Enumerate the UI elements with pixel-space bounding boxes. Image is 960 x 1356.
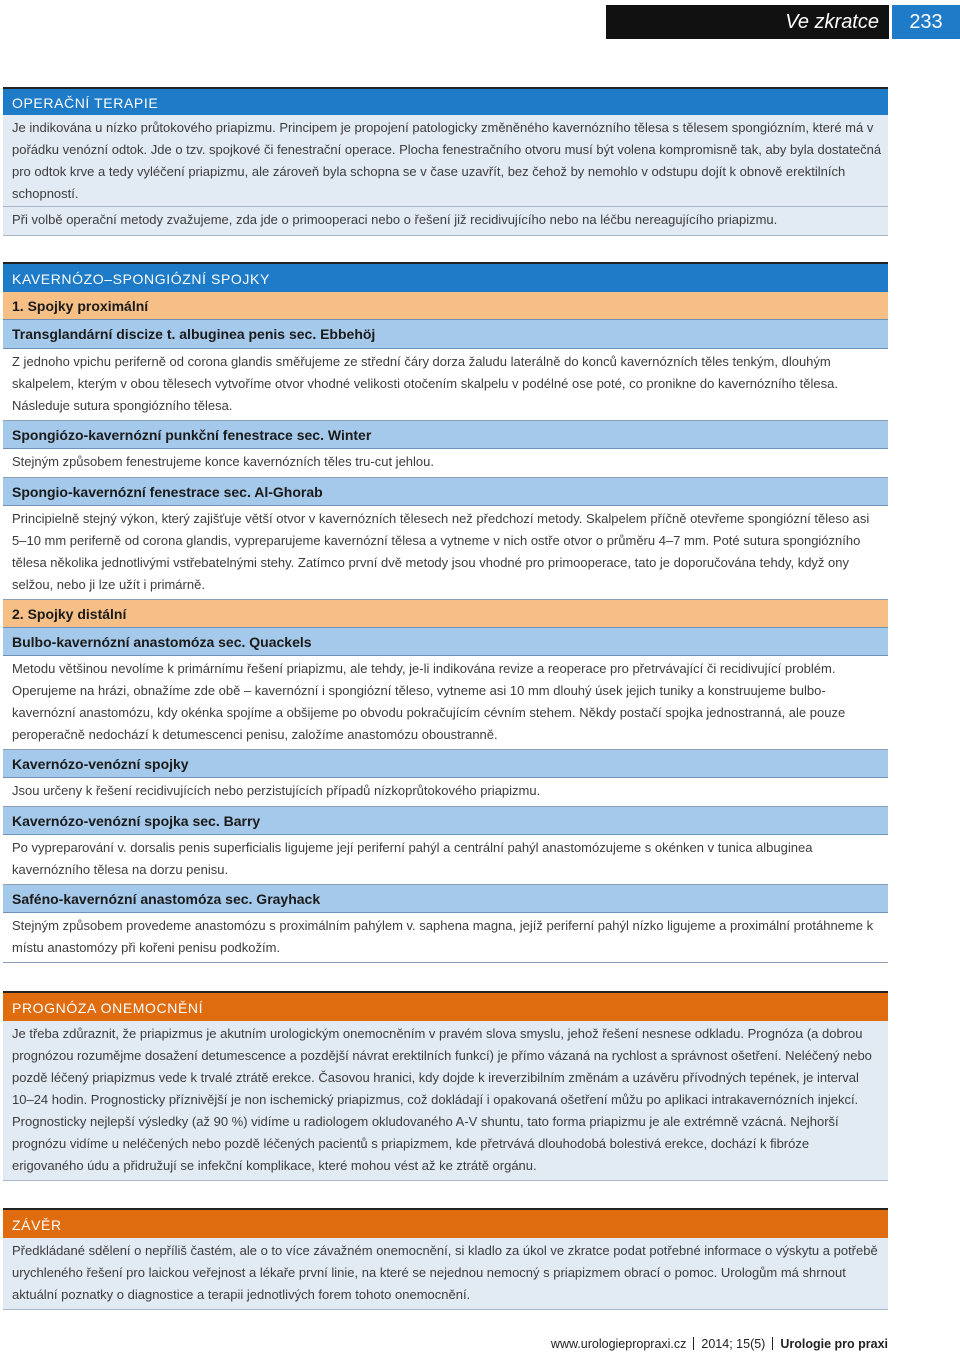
method-title: Spongiózo-kavernózní punkční fenestrace sec. Winter bbox=[3, 421, 888, 449]
section-prognoza bbox=[3, 991, 888, 1181]
method-text: Principielně stejný výkon, který zajišťuje větší otvor v kavernózních tělesech než předchozí metody. Skalpelem příčně otevřeme spongiózní těleso asi 5–10 mm periferně od corona glandis, vypreparujeme kavernózní tělesa a vytneme v nich ostře otvor o průměru 4–7 mm. Poté sutura spongiózního tělesa několika jednotlivými vstřebatelnými stehy. Zatímco první dvě metody jsou vhodné pro primooperace, tato je doporučována tehdy, když ony selžou, nebo ji lze užít i primárně. bbox=[3, 506, 888, 600]
section-title: PROGNÓZA ONEMOCNĚNÍ bbox=[3, 991, 888, 1021]
method-text: Z jednoho vpichu periferně od corona glandis směřujeme ze střední čáry dorza žaludu laterálně do konců kavernózních těles tenkým, dlouhým skalpelem, kterým v obou tělesech vytvoříme otvor vhodné velikosti otočením skalpelu v podélné ose poté, co pronikne do kavernózního tělesa. Následuje sutura spongiózního tělesa. bbox=[3, 349, 888, 421]
method-text: Stejným způsobem fenestrujeme konce kavernózních těles tru-cut jehlou. bbox=[3, 449, 888, 478]
paragraph: Předkládané sdělení o nepříliš častém, ale o to více závažném onemocnění, si kladlo za úkol ve zkratce podat potřebné informace o výskytu a potřebě urychleného řešení pro laickou veřejnost a lékaře první linie, na které se nejednou nemocný s priapizmem obrací o pomoc. Urologům má shrnout aktuální poznatky o diagnostice a terapii jednotlivých forem tohoto onemocnění. bbox=[3, 1238, 888, 1310]
method-title: Bulbo-kavernózní anastomóza sec. Quackels bbox=[3, 628, 888, 656]
section-title: OPERAČNÍ TERAPIE bbox=[3, 87, 888, 115]
method-text: Jsou určeny k řešení recidivujících nebo perzistujících případů nízkoprůtokového priapizmu. bbox=[3, 778, 888, 807]
footer-issue: 2014; 15(5) bbox=[701, 1337, 766, 1351]
subsection-heading: 2. Spojky distální bbox=[3, 600, 888, 628]
section-zaver bbox=[3, 1208, 888, 1310]
section-label: Ve zkratce bbox=[606, 5, 889, 39]
method-title: Kavernózo-venózní spojky bbox=[3, 750, 888, 778]
paragraph: Je třeba zdůraznit, že priapizmus je akutním urologickým onemocněním v pravém slova smyslu, jehož řešení nesnese odkladu. Prognóza (a dobrou prognózou rozumějme dosažení detumescence a pozdější návrat erektilních funkcí) je přímo vázaná na rychlost a správnost ošetření. Neléčený nebo pozdě léčený priapizmus vede k trvalé ztrátě erekce. Časovou hranici, kdy dojde k ireverzibilním změnám a uzávěru přívodných tepének, je interval 10–24 hodin. Prognosticky příznivější je non ischemický priapizmus, což dokládají i opakovaná ošetření můžu po aplikaci intrakavernózních injekcí. Prognosticky nejlepší výsledky (až 90 %) vidíme u radiologem okludovaného A-V shuntu, tato forma priapizmu je ale extrémně vzácná. Nejhorší prognózu vidíme u neléčených nebo pozdě léčených pacientů s priapizmem, kde přetrvává dlouhodobá bolestivá erekce, dochází k fibróze erigovaného údu a přidružují se infekční komplikace, které mohou vést až ke ztrátě orgánu. bbox=[3, 1021, 888, 1181]
method-text: Po vypreparování v. dorsalis penis superficialis ligujeme její periferní pahýl a centrální pahýl anastomózujeme s okénken v tunica albuginea kavernózního tělesa na dorzu penisu. bbox=[3, 835, 888, 885]
divider bbox=[772, 1337, 773, 1350]
section-operacni-terapie bbox=[3, 87, 888, 236]
divider bbox=[693, 1337, 694, 1350]
page-header bbox=[606, 5, 960, 39]
method-title: Kavernózo-venózní spojka sec. Barry bbox=[3, 807, 888, 835]
section-title: ZÁVĚR bbox=[3, 1208, 888, 1238]
section-title: KAVERNÓZO–SPONGIÓZNÍ SPOJKY bbox=[3, 262, 888, 292]
method-title: Saféno-kavernózní anastomóza sec. Grayhack bbox=[3, 885, 888, 913]
method-title: Transglandární discize t. albuginea penis sec. Ebbehöj bbox=[3, 320, 888, 349]
subsection-heading: 1. Spojky proximální bbox=[3, 292, 888, 320]
method-text: Stejným způsobem provedeme anastomózu s proximálním pahýlem v. saphena magna, jejíž periferní pahýl nízko ligujeme a proximální protáhneme k místu anastomózy při kořeni penisu podkožím. bbox=[3, 913, 888, 963]
page-footer bbox=[551, 1337, 888, 1351]
page-number: 233 bbox=[892, 5, 960, 39]
footer-url[interactable]: www.urologiepropraxi.cz bbox=[550, 1337, 687, 1351]
paragraph: Je indikována u nízko průtokového priapizmu. Principem je propojení patologicky změněného kavernózního tělesa s tělesem spongiózním, které má v pořádku venózní odtok. Jde o tzv. spojkové či fenestrační operace. Plocha fenestračního otvoru musí být volena kompromisně tak, aby byla dostatečná pro odtok krve a tedy vyléčení priapizmu, ale zároveň byla schopna se v čase uzavřít, bez čehož by nemohlo v odstupu dojít k obnově erektilních schopností. bbox=[3, 115, 888, 207]
footer-journal: Urologie pro praxi bbox=[780, 1337, 888, 1351]
paragraph: Při volbě operační metody zvažujeme, zda jde o primooperaci nebo o řešení již recidivujícího nebo na léčbu nereagujícího priapizmu. bbox=[3, 207, 888, 236]
section-spojky bbox=[3, 262, 888, 963]
method-title: Spongio-kavernózní fenestrace sec. Al-Ghorab bbox=[3, 478, 888, 506]
method-text: Metodu většinou nevolíme k primárnímu řešení priapizmu, ale tehdy, je-li indikována revize a reoperace pro přetrvávající či recidivující problém. Operujeme na hrázi, obnažíme zde obě – kavernózní i spongiózní těleso, vytneme asi 10 mm dlouhý úsek jejich tuniky a konstruujeme bulbo-kavernózní anastomózu, kdy okénka spojíme a obšijeme po obvodu pokračujícím cévním stehem. Někdy postačí spojka jednostranná, ale pouze peroperačně nedochází k detumescenci penisu, založíme anastomózu oboustranně. bbox=[3, 656, 888, 750]
